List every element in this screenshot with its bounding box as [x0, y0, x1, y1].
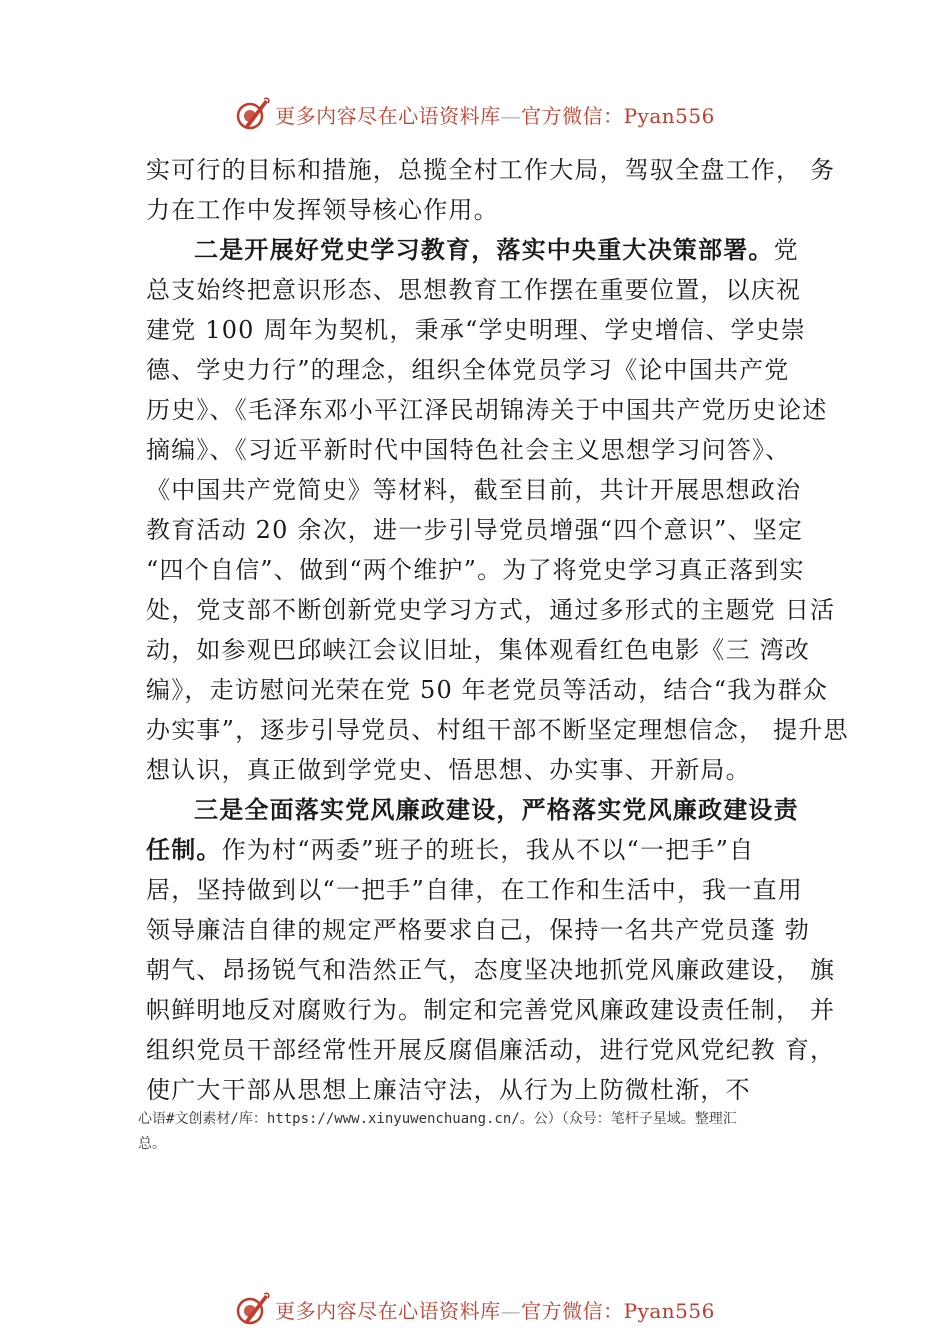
source-footer [138, 1107, 838, 1157]
banner-main-text: 更多内容尽在心语资料库 [275, 1298, 501, 1323]
banner-label: 官方微信： [521, 1298, 624, 1323]
body-line: 总支始终把意识形态、思想教育工作摆在重要位置，以庆祝 [146, 276, 802, 304]
banner-dash: — [500, 103, 522, 128]
body-line: 想认识，真正做到学党史、悟思想、办实事、开新局。 [146, 756, 751, 784]
banner-dash: — [500, 1298, 522, 1323]
body-line: 二是开展好党史学习教育，落实中央重大决策部署。党 [194, 235, 799, 264]
body-line: 居，坚持做到以“一把手”自律，在工作和生活中，我一直用 [146, 876, 803, 904]
body-line: 力在工作中发挥领导核心作用。 [146, 196, 499, 224]
banner-wechat-id: Pyan556 [623, 103, 715, 128]
body-line [146, 790, 836, 830]
footer-banner [0, 1289, 950, 1329]
body-line: 动，如参观巴邱峡江会议旧址，集体观看红色电影《三 湾改 [146, 636, 811, 664]
body-line: 朝气、昂扬锐气和浩然正气，态度坚决地抓党风廉政建设， 旗 [146, 956, 836, 984]
body-line: 历史》、《毛泽东邓小平江泽民胡锦涛关于中国共产党历史论述 [146, 396, 828, 424]
paragraph-heading: 三是全面落实党风廉政建设，严格落实党风廉政建设责 [194, 795, 799, 824]
body-line: 办实事”，逐步引导党员、村组干部不断坚定理想信念， 提升思 [146, 716, 849, 744]
body-line: 任制。作为村“两委”班子的班长，我从不以“一把手”自 [146, 835, 755, 864]
body-line: 建党 100 周年为契机，秉承“学史明理、学史增信、学史崇 [146, 316, 807, 344]
footer-line-1: 心语#文创素材/库：https://www.xinyuwenchuang.cn/。公）（众号：笔杆子星域。整理汇 [138, 1111, 737, 1127]
paragraph-heading: 任制。 [146, 835, 222, 864]
body-line: 教育活动 20 余次，进一步引导党员增强“四个意识”、坚定 [146, 516, 804, 544]
body-line: 摘编》、《习近平新时代中国特色社会主义思想学习问答》、 [146, 436, 791, 464]
body-line: 组织党员干部经常性开展反腐倡廉活动，进行党风党纪教 育， [146, 1036, 836, 1064]
body-line: “四个自信”、做到“两个维护”。为了将党史学习真正落到实 [146, 556, 805, 584]
paragraph-heading: 二是开展好党史学习教育，落实中央重大决策部署。 [194, 235, 774, 264]
banner-main-text: 更多内容尽在心语资料库 [275, 103, 501, 128]
body-line: 领导廉洁自律的规定严格要求自己，保持一名共产党员蓬 勃 [146, 916, 811, 944]
quill-logo-icon [235, 1291, 271, 1327]
document-body [146, 150, 849, 1110]
body-line: 处，党支部不断创新党史学习方式，通过多形式的主题党 日活 [146, 596, 836, 624]
body-line: 《中国共产党简史》等材料，截至目前，共计开展思想政治 [146, 476, 802, 504]
banner-label: 官方微信： [521, 103, 624, 128]
body-line: 德、学史力行”的理念，组织全体党员学习《论中国共产党 [146, 356, 790, 384]
header-banner [0, 94, 950, 134]
body-line: 编》，走访慰问光荣在党 50 年老党员等活动，结合“我为群众 [146, 676, 829, 704]
body-line: 实可行的目标和措施，总揽全村工作大局，驾驭全盘工作， 务 [146, 156, 836, 184]
body-line: 使广大干部从思想上廉洁守法，从行为上防微杜渐，不 [146, 1076, 751, 1104]
quill-logo-icon [235, 96, 271, 132]
body-line: 帜鲜明地反对腐败行为。制定和完善党风廉政建设责任制， 并 [146, 996, 836, 1024]
banner-wechat-id: Pyan556 [623, 1298, 715, 1323]
footer-line-2: 总。 [138, 1136, 166, 1152]
